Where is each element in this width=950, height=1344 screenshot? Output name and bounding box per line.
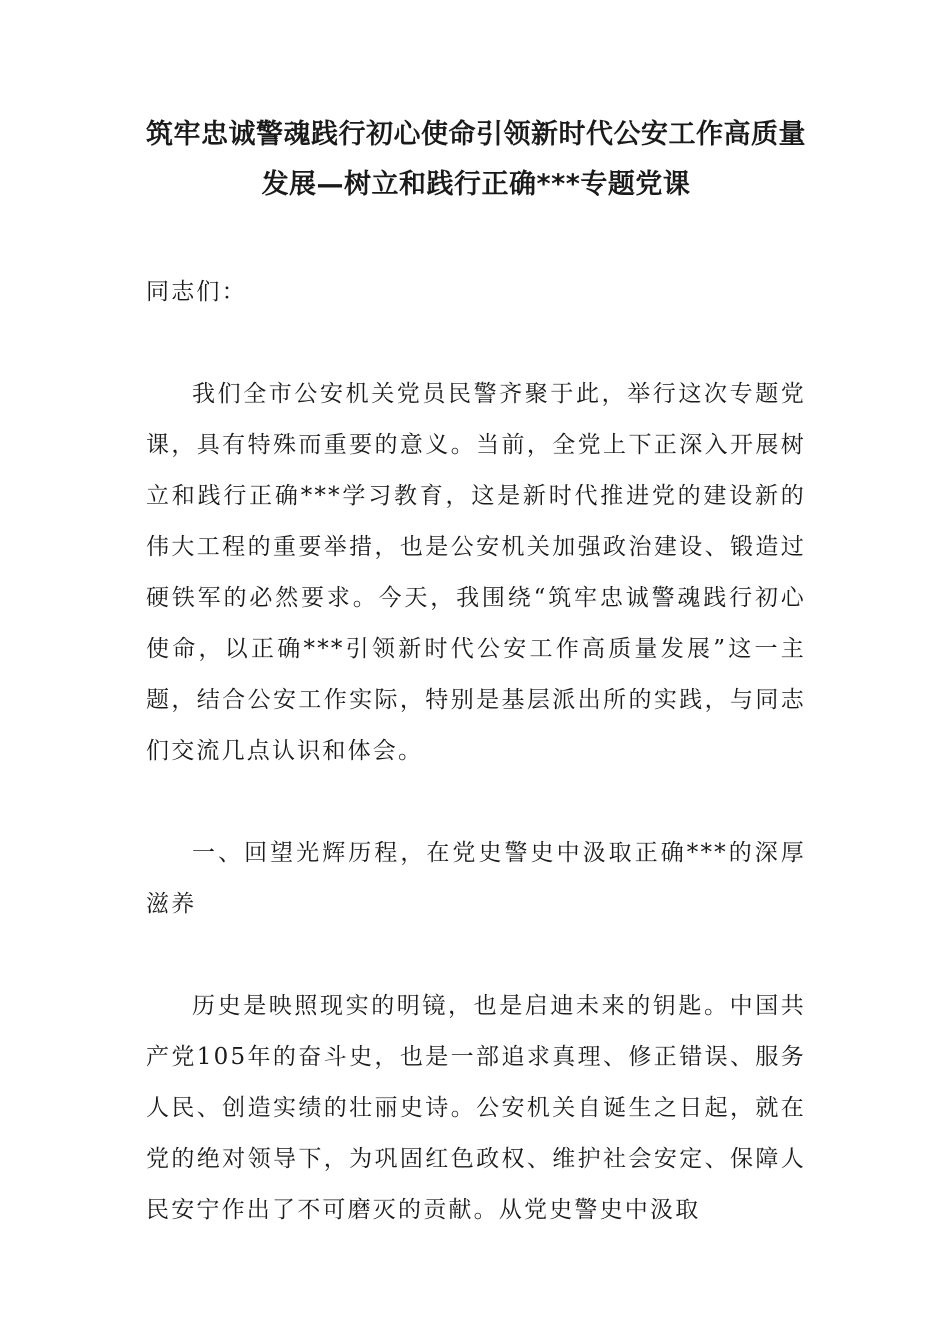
document-title: 筑牢忠诚警魂践行初心使命引领新时代公安工作高质量发展—树立和践行正确***专题党课: [146, 119, 806, 200]
body-paragraph-intro: 我们全市公安机关党员民警齐聚于此，举行这次专题党课，具有特殊而重要的意义。当前，全党上下正深入开展树立和践行正确***学习教育，这是新时代推进党的建设新的伟大工程的重要举措，也是公安机关加强政治建设、锻造过硬铁军的必然要求。今天，我围绕“筑牢忠诚警魂践行初心使命，以正确***引领新时代公安工作高质量发展”这一主题，结合公安工作实际，特别是基层派出所的实践，与同志们交流几点认识和体会。: [146, 381, 806, 764]
body-paragraph-history: 历史是映照现实的明镜，也是启迪未来的钥匙。中国共产党105年的奋斗史，也是一部追求真理、修正错误、服务人民、创造实绩的壮丽史诗。公安机关自诞生之日起，就在党的绝对领导下，为巩固红色政权、维护社会安定、保障人民安宁作出了不可磨灭的贡献。从党史警史中汲取: [146, 993, 806, 1223]
salutation: 同志们：: [146, 279, 247, 305]
section-heading-1: 一、回望光辉历程，在党史警史中汲取正确***的深厚滋养: [146, 840, 806, 917]
document-page: [146, 110, 806, 1236]
